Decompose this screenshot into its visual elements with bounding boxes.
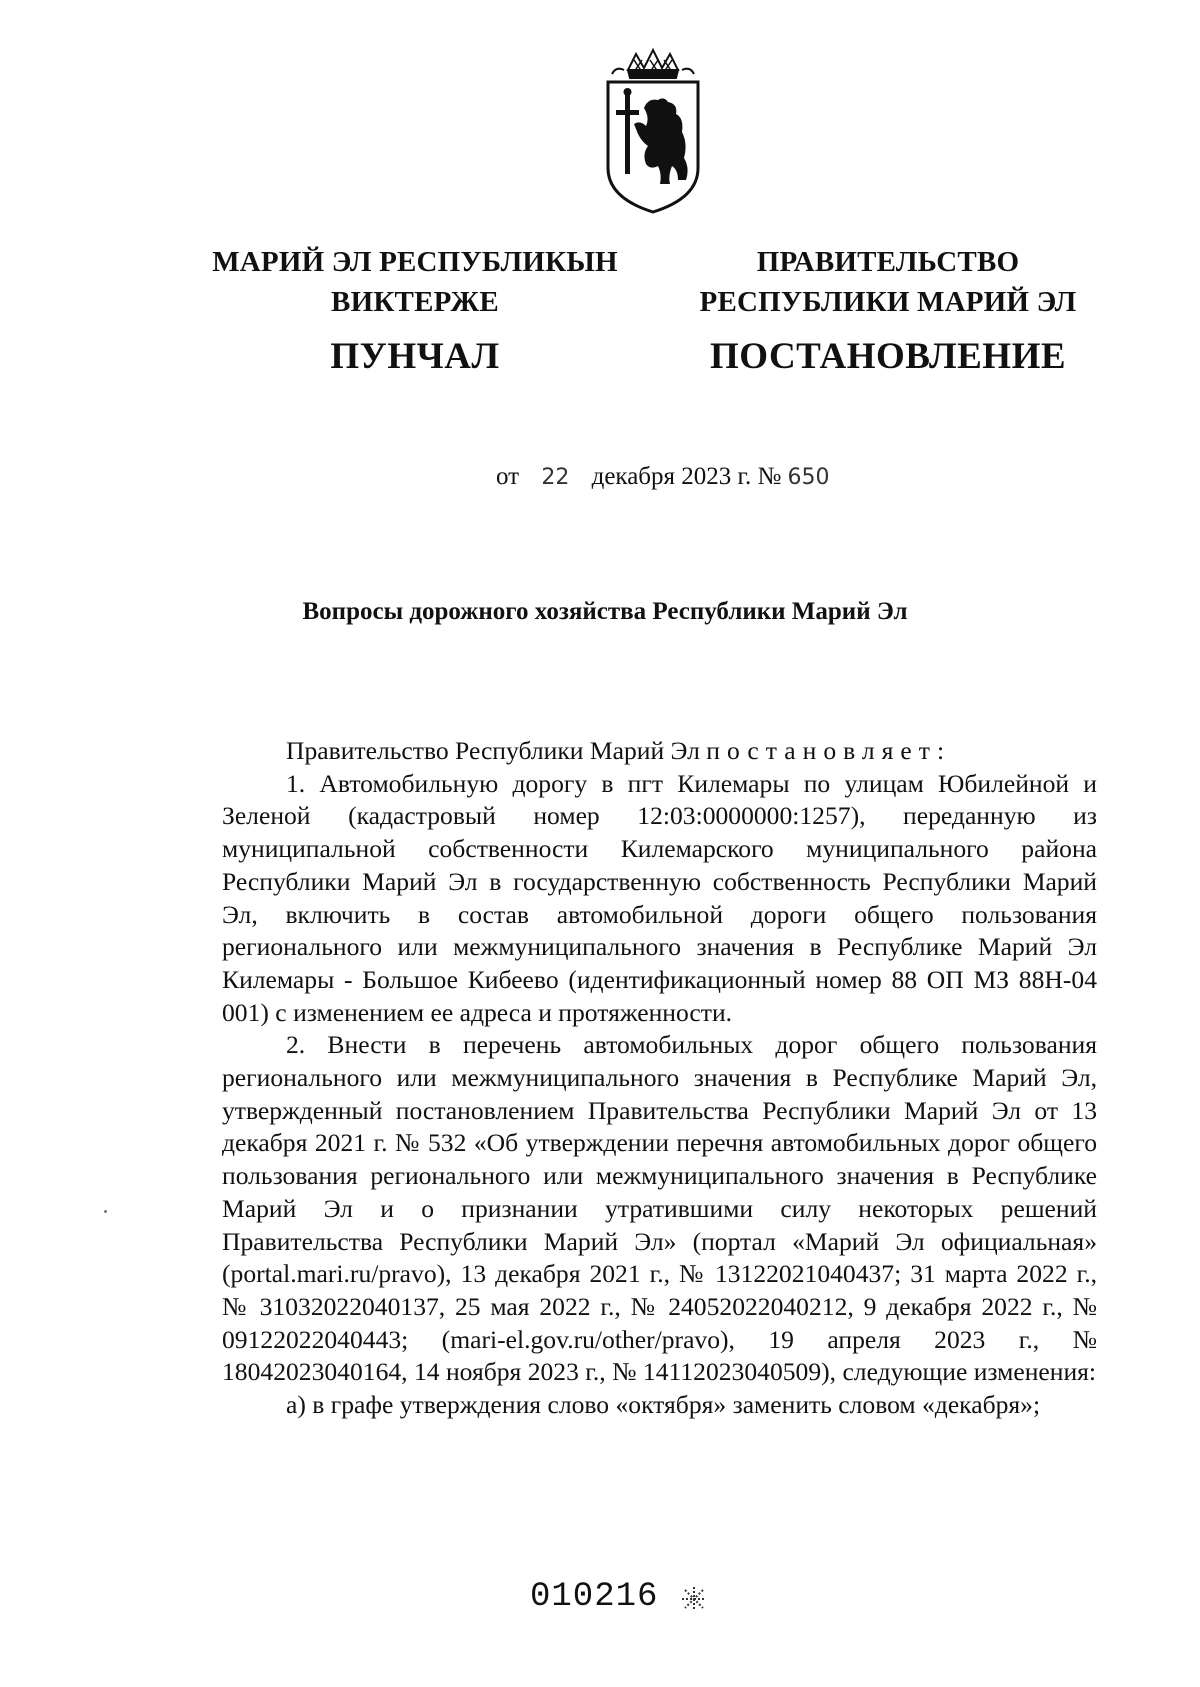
header-right-line2: РЕСПУБЛИКИ МАРИЙ ЭЛ xyxy=(699,286,1077,318)
paragraph-3: а) в графе утверждения слово «октября» заменить словом «декабря»; xyxy=(286,1390,1041,1420)
paragraph-2: 2. Внести в перечень автомобильных дорог общего пользования регионального или межмуниципального значения в Республике Марий Эл, утвержденный постановлением Правительства Республики Марий Эл от 13 декабря 2021 г. № 532 «Об утверждении перечня автомобильных дорог общего пользования регионального или межмуниципального значения в Республике Марий Эл и о признании утратившими силу некоторых решений Правительства Республики Марий Эл» (портал «Марий Эл официальная» (portal.mari.ru/pravo), 13 декабря 2021 г., № 13122021040437; 31 марта 2022 г., № 31032022040137, 25 мая 2022 г., № 24052022040212, 9 декабря 2022 г., № 09122022040443; (mari-el.gov.ru/other/pravo), 19 апреля 2023 г., № 18042023040164, 14 ноября 2023 г., № 14112023040509), следующие изменения: xyxy=(222,1030,1097,1387)
document-number: 650 xyxy=(787,465,830,490)
header-right-doc-type: ПОСТАНОВЛЕНИЕ xyxy=(709,336,1067,377)
document-body xyxy=(222,735,1097,1422)
asterisk-mark-icon xyxy=(680,1585,708,1613)
date-line xyxy=(496,463,830,491)
coat-of-arms-emblem xyxy=(598,48,708,218)
document-title: Вопросы дорожного хозяйства Республики Марий Эл xyxy=(302,598,908,625)
scan-speck xyxy=(104,1210,107,1213)
footer-serial-number: 010216 xyxy=(530,1578,659,1616)
header-right-line1: ПРАВИТЕЛЬСТВО xyxy=(756,246,1020,278)
intro-lead: Правительство Республики Марий Эл xyxy=(286,736,707,765)
crown-icon xyxy=(612,50,694,78)
intro-spaced: постановляет: xyxy=(706,736,952,765)
header-left xyxy=(195,242,635,382)
header-left-line2: ВИКТЕРЖЕ xyxy=(331,286,499,318)
header-left-line1: МАРИЙ ЭЛ РЕСПУБЛИКЫН xyxy=(212,246,618,278)
intro-paragraph xyxy=(222,735,1097,768)
date-month-year: декабря 2023 г. № xyxy=(591,463,782,490)
header-right xyxy=(688,242,1088,382)
date-prefix: от xyxy=(496,463,520,490)
date-day: 22 xyxy=(541,465,570,490)
header-left-doc-type: ПУНЧАЛ xyxy=(330,336,500,377)
paragraph-1: 1. Автомобильную дорогу в пгт Килемары по улицам Юбилейной и Зеленой (кадастровый номер 12:03:0000000:1257), переданную из муниципальной собственности Килемарского муниципального района Республики Марий Эл в государственную собственность Республики Марий Эл, включить в состав автомобильной дороги общего пользования регионального или межмуниципального значения в Республике Марий Эл Килемары - Большое Кибеево (идентификационный номер 88 ОП МЗ 88Н-04 001) с изменением ее адреса и протяженности. xyxy=(222,768,1097,1027)
